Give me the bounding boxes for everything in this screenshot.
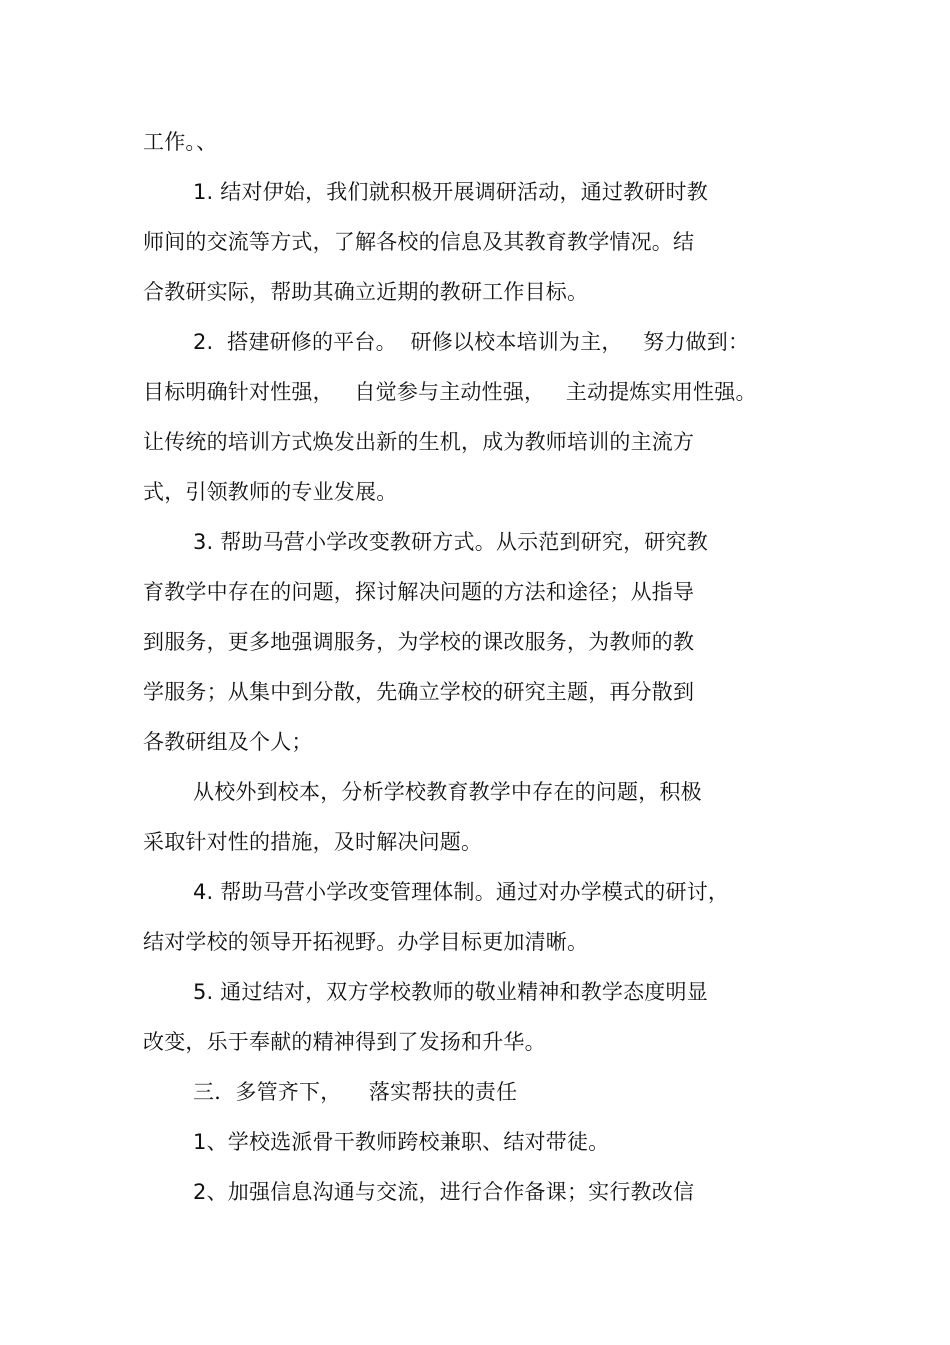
section-heading: 三．多管齐下， 落实帮扶的责任 [193,1080,518,1104]
text-line: 从校外到校本，分析学校教育教学中存在的问题，积极 [193,780,702,804]
text-line: 让传统的培训方式焕发出新的生机，成为教师培训的主流方 [143,430,695,454]
text-line: 改变，乐于奉献的精神得到了发扬和升华。 [143,1030,546,1054]
text-line: 4. 帮助马营小学改变管理体制。通过对办学模式的研讨， [193,880,730,904]
text-line: 3. 帮助马营小学改变教研方式。从示范到研究，研究教 [193,530,708,554]
text-line: 1、学校选派骨干教师跨校兼职、结对带徒。 [193,1130,610,1154]
text-line: 1. 结对伊始，我们就积极开展调研活动，通过教研时教 [193,180,708,204]
text-line: 5. 通过结对，双方学校教师的敬业精神和教学态度明显 [193,980,708,1004]
text-line: 目标明确针对性强， 自觉参与主动性强， 主动提炼实用性强。 [143,380,757,404]
text-line: 工作。、 [143,130,218,154]
text-line: 式，引领教师的专业发展。 [143,480,398,504]
text-line: 2. 搭建研修的平台。 研修以校本培训为主， 努力做到： [193,330,750,354]
text-line: 到服务，更多地强调服务，为学校的课改服务，为教师的教 [143,630,695,654]
text-line: 各教研组及个人； [143,730,313,754]
text-line: 结对学校的领导开拓视野。办学目标更加清晰。 [143,930,589,954]
text-line: 学服务；从集中到分散，先确立学校的研究主题，再分散到 [143,680,695,704]
text-line: 师间的交流等方式，了解各校的信息及其教育教学情况。结 [143,230,695,254]
text-line: 采取针对性的措施，及时解决问题。 [143,830,483,854]
text-line: 合教研实际，帮助其确立近期的教研工作目标。 [143,280,589,304]
text-line: 育教学中存在的问题，探讨解决问题的方法和途径；从指导 [143,580,695,604]
text-line: 2、加强信息沟通与交流，进行合作备课；实行教改信 [193,1180,695,1204]
